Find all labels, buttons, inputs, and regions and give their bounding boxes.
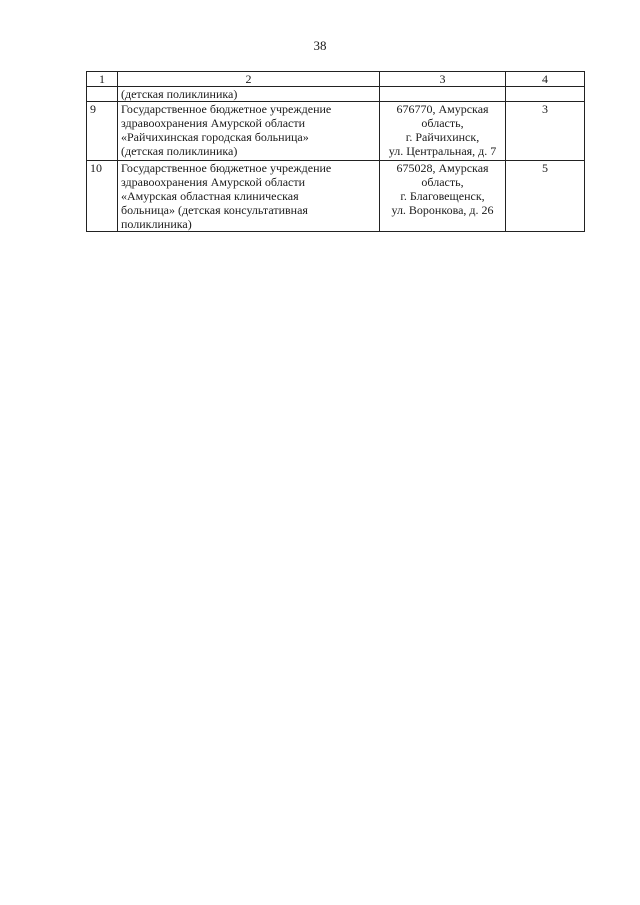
- header-col-2: 2: [118, 72, 380, 87]
- page-number: 38: [313, 38, 327, 53]
- cell-num: 10: [87, 161, 118, 232]
- facilities-table: [86, 71, 585, 232]
- table-row: [87, 102, 585, 161]
- cell-address: 675028, Амурская область, г. Благовещенск, ул. Воронкова, д. 26: [380, 161, 506, 232]
- table-header-row: [87, 72, 585, 87]
- table-row: [87, 161, 585, 232]
- cell-name: (детская поликлиника): [118, 87, 380, 102]
- cell-address: 676770, Амурская область, г. Райчихинск, ул. Центральная, д. 7: [380, 102, 506, 161]
- cell-count: 5: [506, 161, 585, 232]
- cell-count: 3: [506, 102, 585, 161]
- cell-address: [380, 87, 506, 102]
- header-col-4: 4: [506, 72, 585, 87]
- cell-num: 9: [87, 102, 118, 161]
- cell-name: Государственное бюджетное учреждение здравоохранения Амурской области «Амурская областная клиническая больница» (детская консультативная поликлиника): [118, 161, 380, 232]
- cell-num: [87, 87, 118, 102]
- cell-name: Государственное бюджетное учреждение здравоохранения Амурской области «Райчихинская городская больница» (детская поликлиника): [118, 102, 380, 161]
- header-col-1: 1: [87, 72, 118, 87]
- table-row-continuation: [87, 87, 585, 102]
- header-col-3: 3: [380, 72, 506, 87]
- cell-count: [506, 87, 585, 102]
